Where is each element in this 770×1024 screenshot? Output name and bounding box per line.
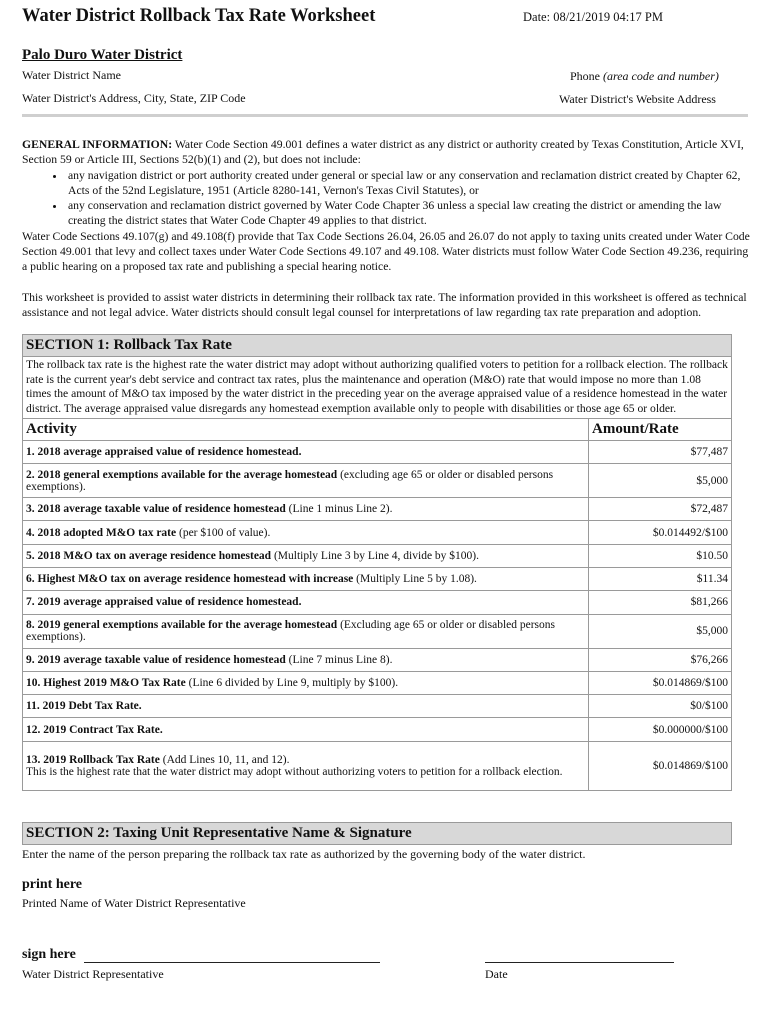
line-note: (Excluding age 65 or older or disabled persons exemptions). — [26, 619, 556, 644]
signature-line[interactable] — [84, 949, 380, 963]
table-row — [23, 591, 732, 614]
print-here-label: print here — [22, 877, 83, 892]
rollback-rate-value: $0.014869/$100 — [589, 741, 732, 790]
worksheet-title: Water District Rollback Tax Rate Worksheet — [22, 6, 376, 26]
line-value: $72,487 — [589, 498, 732, 521]
table-row — [23, 671, 732, 694]
line-label: 11. 2019 Debt Tax Rate. — [26, 700, 142, 713]
general-information — [22, 137, 750, 320]
line-label: 8. 2019 general exemptions available for the average homestead — [26, 619, 338, 632]
line-label: 12. 2019 Contract Tax Rate. — [26, 723, 163, 736]
sign-here-label: sign here — [22, 947, 76, 962]
date-label: Date — [485, 967, 508, 981]
table-row — [23, 695, 732, 718]
printed-name-label: Printed Name of Water District Representative — [22, 896, 246, 910]
phone-label — [570, 69, 719, 84]
line-label: 1. 2018 average appraised value of residence homestead. — [26, 445, 302, 458]
district-name: Palo Duro Water District — [22, 47, 183, 63]
general-para-3: This worksheet is provided to assist water districts in determining their rollback tax rate. The information provided in this worksheet is offered as technical assistance and not legal advice. Water districts should consult legal counsel for interpretations of law regarding tax rate preparation and adoption. — [22, 290, 747, 319]
line-note: (Line 7 minus Line 8). — [285, 653, 393, 666]
line-value: $0.000000/$100 — [589, 718, 732, 741]
representative-label: Water District Representative — [22, 967, 164, 981]
line-note: (excluding age 65 or older or disabled persons exemptions). — [26, 468, 554, 493]
line-value: $0.014869/$100 — [589, 671, 732, 694]
date-line[interactable] — [485, 949, 674, 963]
line-note: (Line 1 minus Line 2). — [285, 503, 393, 516]
line-label: 7. 2019 average appraised value of residence homestead. — [26, 596, 302, 609]
table-row — [23, 741, 732, 790]
line-note: (Add Lines 10, 11, and 12). — [159, 753, 290, 766]
website-label: Water District's Website Address — [559, 92, 716, 106]
line-value: $10.50 — [589, 544, 732, 567]
general-para-2: Water Code Sections 49.107(g) and 49.108(f) provide that Tax Code Sections 26.04, 26.05 and 26.07 do not apply to taxing units created under Water Code Section 49.001 that levy and collect taxes under Water Code Sections 49.107 and 49.108. Water districts must follow Water Code Section 49.236, requiring a public hearing on a proposed tax rate and publishing a special hearing notice. — [22, 229, 750, 274]
section2-intro: Enter the name of the person preparing the rollback tax rate as authorized by the governing body of the water district. — [22, 847, 586, 861]
district-name-label: Water District Name — [22, 68, 121, 82]
line-label: 2. 2018 general exemptions available for the average homestead — [26, 468, 338, 481]
section2-heading: SECTION 2: Taxing Unit Representative Name & Signature — [22, 822, 732, 845]
line-label: 9. 2019 average taxable value of residence homestead — [26, 653, 286, 666]
line-label: 4. 2018 adopted M&O tax rate — [26, 526, 177, 539]
column-header-row — [23, 418, 732, 440]
table-row — [23, 544, 732, 567]
table-row — [23, 718, 732, 741]
table-row — [23, 568, 732, 591]
exclusion-list — [22, 168, 750, 229]
address-label: Water District's Address, City, State, ZIP Code — [22, 91, 246, 105]
section1-heading: SECTION 1: Rollback Tax Rate — [23, 335, 732, 357]
phone-hint: (area code and number) — [603, 69, 719, 83]
general-intro-text: Water Code Section 49.001 defines a water district as any district or authority created by Texas Constitution, Article XVI, Section 59 or Article III, Sections 52(b)(1) and (2), but does not include: — [22, 138, 744, 167]
line-value: $76,266 — [589, 648, 732, 671]
rollback-worksheet-table — [22, 334, 732, 791]
line-value: $11.34 — [589, 568, 732, 591]
line-label: 10. Highest 2019 M&O Tax Rate — [26, 677, 186, 690]
general-heading: GENERAL INFORMATION: — [22, 138, 173, 151]
col-activity: Activity — [23, 418, 589, 440]
phone-label-text: Phone — [570, 69, 600, 83]
line-note: (Multiply Line 3 by Line 4, divide by $100). — [271, 549, 480, 562]
line-label: 13. 2019 Rollback Tax Rate — [26, 753, 160, 766]
line-label: 6. Highest M&O tax on average residence homestead with increase — [26, 573, 354, 586]
section1-intro-row — [23, 357, 732, 419]
table-row — [23, 521, 732, 544]
general-intro — [22, 137, 750, 168]
table-row — [23, 440, 732, 463]
line-label: 3. 2018 average taxable value of residence homestead — [26, 503, 286, 516]
line-description: This is the highest rate that the water district may adopt without authorizing voters to petition for a rollback election. — [26, 765, 563, 778]
line-value: $77,487 — [589, 440, 732, 463]
col-amount: Amount/Rate — [589, 418, 732, 440]
exclusion-item: • any conservation and reclamation district governed by Water Code Chapter 36 unless a special law creating the district or amending the law creating the district states that Water Code Chapter 49 applies to that district. — [66, 198, 750, 229]
table-row — [23, 498, 732, 521]
print-date: Date: 08/21/2019 04:17 PM — [523, 10, 663, 24]
table-row — [23, 648, 732, 671]
section1-intro: The rollback tax rate is the highest rate the water district may adopt without authorizing qualified voters to petition for a rollback election. The rollback rate is the current year's debt service and contract tax rates, plus the maintenance and operation (M&O) rate that would impose no more than 1.08 times the amount of M&O tax imposed by the water district in the preceding year on the average appraised value of a residence homestead in the water district. The average appraised value disregards any homestead exemption available only to people with disabilities or those age 65 or older. — [23, 357, 732, 419]
table-row — [23, 614, 732, 648]
line-label: 5. 2018 M&O tax on average residence homestead — [26, 549, 272, 562]
line-note: (Multiply Line 5 by 1.08). — [353, 573, 477, 586]
line-value: $81,266 — [589, 591, 732, 614]
line-value: $0/$100 — [589, 695, 732, 718]
table-row — [23, 464, 732, 498]
divider — [22, 114, 748, 117]
line-note: (Line 6 divided by Line 9, multiply by $100). — [185, 677, 399, 690]
line-value: $5,000 — [589, 614, 732, 648]
line-note: (per $100 of value). — [176, 526, 271, 539]
exclusion-item: • any navigation district or port authority created under general or special law or any conservation and reclamation district created by Chapter 62, Acts of the 52nd Legislature, 1951 (Article 8280-141, Vernon's Texas Civil Statutes), or — [66, 168, 750, 199]
line-value: $0.014492/$100 — [589, 521, 732, 544]
section1-header-row — [23, 335, 732, 357]
line-value: $5,000 — [589, 464, 732, 498]
